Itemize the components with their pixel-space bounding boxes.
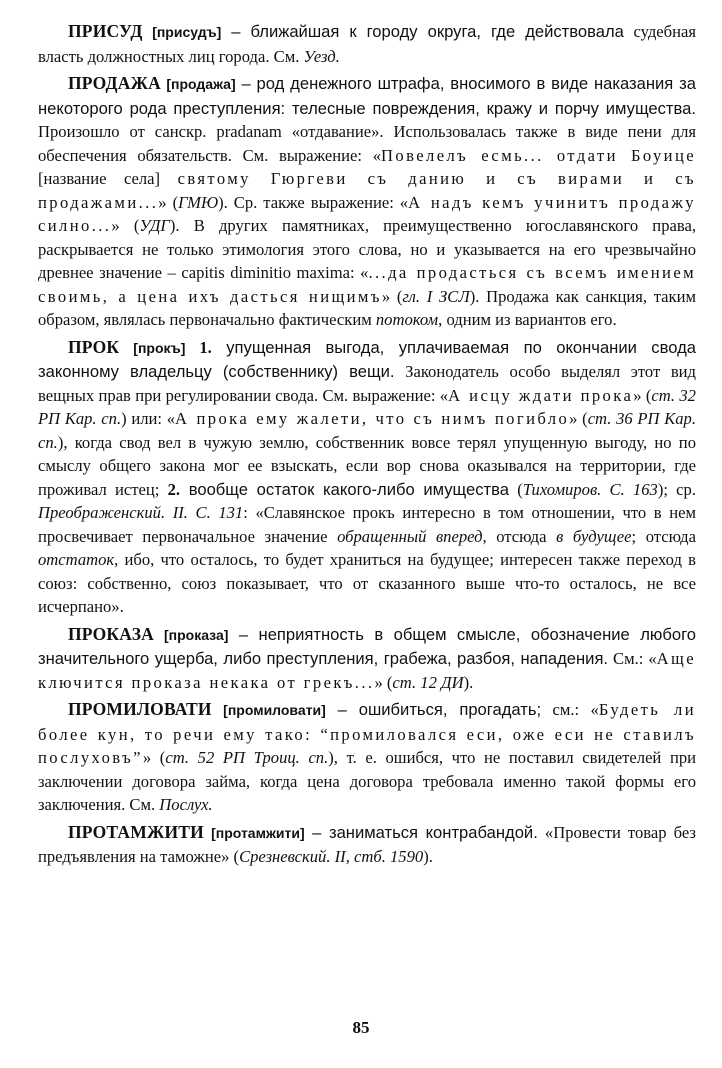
body-text: ), когда свод вел в чужую землю, собственник вовсе терял упущенную выгоду, но по смыслу общего закона мог ее взыскать, если вор снова оказывался на территории, где проживал истец; bbox=[38, 432, 696, 499]
body-text: , одним из вариантов его. bbox=[438, 310, 617, 329]
quotation-spaced: ...да продасться съ всемъ имением своимь, а цена ихъ дасться нищимъ bbox=[38, 263, 697, 306]
body-text: ); ср. bbox=[657, 479, 696, 499]
reference-italic: Уезд. bbox=[303, 46, 340, 66]
quotation-spaced: А прока ему жалети, что съ нимъ погибло bbox=[175, 409, 570, 428]
body-text: «Провести товар без предъявления на таможне» ( bbox=[38, 822, 696, 866]
reference-italic: отстаток bbox=[38, 550, 115, 569]
entry-prodazha bbox=[38, 72, 696, 332]
body-text: » ( bbox=[569, 409, 588, 428]
old-spelling: [прокъ] bbox=[133, 339, 186, 356]
entry-prisud bbox=[38, 20, 696, 68]
reference-italic: потоком bbox=[375, 310, 439, 329]
body-text: ) или: « bbox=[121, 409, 175, 428]
definition-text: упущенная выгода, уплачиваемая по окончании свода законному владельцу (собственнику) вещи. bbox=[38, 337, 697, 381]
body-text: Произошло от санскр. pradanam «отдавание». Использовалась также в виде пени для обеспечения обязательств. См. выражение: « bbox=[38, 122, 696, 165]
old-spelling: [присудъ] bbox=[152, 24, 222, 40]
headword: ПРОК bbox=[68, 336, 120, 357]
body-text: , ибо, что осталось, то будет храниться на будущее; интересен также переход в союз: собственно, союз показывает, что от сказанного выше что-то осталось, не все исчерпано». bbox=[38, 550, 696, 616]
definition-text: – заниматься контрабандой. bbox=[304, 822, 538, 842]
body-text: ), т. е. ошибся, что не поставил свидетелей при заключении договора займа, когда цена договора требовала именно такой формы его заключения. См. bbox=[38, 748, 697, 814]
reference-italic: ст. 52 РП Троиц. сп. bbox=[165, 748, 329, 767]
headword: ПРОКАЗА bbox=[68, 623, 154, 644]
reference-italic: УДГ bbox=[139, 216, 170, 235]
entry-protamzhiti bbox=[38, 821, 696, 869]
headword: ПРОДАЖА bbox=[68, 73, 161, 93]
body-text: ). bbox=[463, 672, 474, 692]
old-spelling: [проказа] bbox=[163, 626, 229, 643]
body-text: ; отсюда bbox=[631, 526, 696, 546]
definition-text: – ошибиться, прогадать; bbox=[325, 700, 542, 719]
body-text: ). Продажа как санкция, таким образом, являлась первоначально фактическим bbox=[38, 286, 696, 329]
reference-italic: Срезневский. II, стб. 1590 bbox=[239, 847, 424, 866]
reference-italic: ГМЮ bbox=[178, 192, 219, 212]
body-text: ). bbox=[423, 847, 433, 866]
old-spelling: [промиловати] bbox=[223, 702, 326, 718]
entry-prok bbox=[38, 336, 696, 619]
headword: ПРОТАМЖИТИ bbox=[68, 821, 204, 842]
body-text: ). В других памятниках, преимущественно югославянского права, раскрывается не только этимология этого слова, но и указывается на его чрезвычайно древнее значение – capitis diminitio maxima: « bbox=[38, 216, 696, 282]
definition-text: – ближайшая к городу округа, где действовала bbox=[221, 22, 624, 41]
page-number: 85 bbox=[352, 1018, 370, 1037]
reference-italic: в будущее bbox=[556, 526, 632, 546]
body-text: » ( bbox=[633, 385, 652, 405]
definition-text: – род денежного штрафа, вносимого в виде наказания за некоторого рода преступления: телесные повреждения, кражу и порчу имущества. bbox=[38, 74, 696, 118]
quotation-spaced: А исцу ждати прока bbox=[448, 385, 634, 405]
quotation-spaced: Будеть ли более кун, то речи ему тако: “промиловался еси, оже еси не ставилъ послуховъ” bbox=[38, 700, 697, 767]
quotation-spaced: Повелелъ есмь... отдати Боуице bbox=[381, 145, 696, 165]
body-text: См.: « bbox=[608, 649, 657, 668]
body-text: » ( bbox=[374, 672, 393, 692]
reference-italic: Послух. bbox=[159, 795, 213, 814]
entries-column bbox=[38, 20, 696, 869]
body-text: ( bbox=[508, 479, 523, 499]
body-text: » ( bbox=[158, 192, 179, 212]
quotation-spaced: А надъ кемъ учинитъ продажу силно... bbox=[38, 192, 696, 235]
definition-text: вообще остаток какого-либо имущества bbox=[180, 479, 509, 499]
body-text: » ( bbox=[142, 748, 166, 767]
entry-prokaza bbox=[38, 623, 696, 695]
reference-italic: обращенный вперед bbox=[337, 526, 483, 546]
quotation-spaced: Аще ключится проказа некака от грекъ... bbox=[38, 649, 696, 692]
reference-italic: ст. 12 ДИ bbox=[392, 672, 464, 692]
reference-italic: гл. I ЗСЛ bbox=[402, 286, 470, 306]
body-text: » ( bbox=[381, 286, 403, 306]
body-text: [название села] bbox=[38, 169, 178, 188]
body-text: Законодатель особо выделял этот вид вещных прав при регулировании свода. См. выражение: « bbox=[38, 362, 697, 405]
sense-number: 2. bbox=[167, 479, 181, 499]
reference-italic: Тихомиров. С. 163 bbox=[522, 479, 658, 499]
body-text: » ( bbox=[111, 216, 140, 235]
body-text: судебная власть должностных лиц города. См. bbox=[38, 22, 696, 66]
old-spelling: [протамжити] bbox=[211, 824, 305, 841]
old-spelling: [продажа] bbox=[166, 76, 236, 92]
headword: ПРИСУД bbox=[68, 21, 143, 41]
headword: ПРОМИЛОВАТИ bbox=[68, 699, 212, 719]
reference-italic: ст. 36 РП Кар. сп. bbox=[38, 409, 696, 452]
entry-promilovati bbox=[38, 698, 696, 817]
body-text: ). Ср. также выражение: « bbox=[218, 192, 409, 212]
sense-number: 1. bbox=[185, 337, 212, 357]
body-text: , отсюда bbox=[482, 526, 557, 546]
definition-text: – неприятность в общем смысле, обозначение любого значительного ущерба, либо преступления, грабежа, разбоя, нападения. bbox=[38, 624, 696, 668]
quotation-spaced: святому Гюргеви съ данию и съ вирами и съ продажами... bbox=[38, 169, 696, 212]
reference-italic: Преображенский. II. С. 131 bbox=[38, 503, 244, 522]
body-text: : «Славянское прокъ интересно в том отношении, что в нем просвечивает первоначальное значение bbox=[38, 503, 696, 546]
body-text: см.: « bbox=[541, 700, 599, 719]
reference-italic: ст. 32 РП Кар. сп. bbox=[38, 385, 696, 428]
